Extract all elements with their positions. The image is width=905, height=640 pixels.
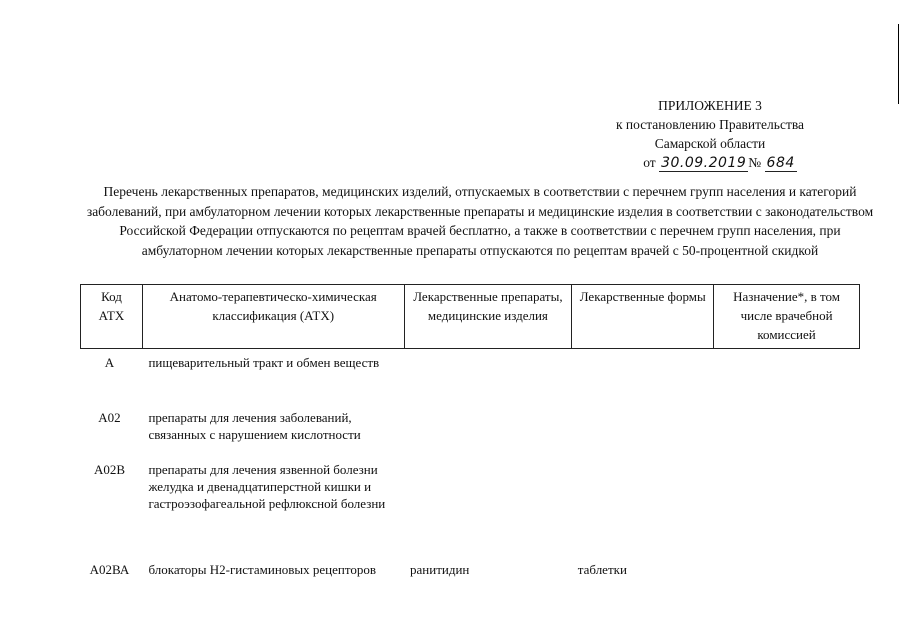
table-row bbox=[81, 445, 860, 543]
table-header-row bbox=[81, 285, 860, 349]
handwritten-number: 684 bbox=[766, 155, 795, 171]
row-form: таблетки bbox=[577, 561, 627, 577]
header-forms: Лекарственные формы bbox=[572, 285, 714, 349]
appendix-date-line bbox=[560, 153, 860, 173]
row-purpose bbox=[714, 543, 860, 578]
row-purpose bbox=[714, 349, 860, 395]
header-drugs: Лекарственные препараты, медицинские изделия bbox=[404, 285, 572, 349]
number-prefix: № bbox=[748, 155, 762, 170]
row-code: А02В bbox=[93, 461, 125, 477]
row-form bbox=[572, 445, 714, 543]
date-prefix: от bbox=[643, 155, 656, 170]
appendix-resolution: к постановлению Правительства bbox=[615, 117, 805, 132]
row-purpose bbox=[714, 445, 860, 543]
handwritten-date: 30.09.2019 bbox=[661, 155, 747, 171]
row-classification: препараты для лечения язвенной болезни желудка и двенадцатиперстной кишки и гастроэзофагеальной рефлюксной болезни bbox=[148, 461, 386, 511]
medication-table bbox=[80, 284, 860, 578]
row-drug bbox=[404, 349, 572, 395]
row-classification: блокаторы Н2-гистаминовых рецепторов bbox=[148, 561, 377, 577]
row-drug: ранитидин bbox=[410, 561, 470, 577]
row-form bbox=[572, 395, 714, 445]
row-purpose bbox=[714, 395, 860, 445]
header-purpose: Назначение*, в том числе врачебной комиссией bbox=[714, 285, 860, 349]
row-form bbox=[572, 349, 714, 395]
row-code: А02ВА bbox=[89, 561, 130, 577]
document-heading: Перечень лекарственных препаратов, медицинских изделий, отпускаемых в соответствии с перечнем групп населения и категорий заболеваний, при амбулаторном лечении которых лекарственные препараты и медицинские изделия в соответствии с законодательством Российской Федерации отпускаются по рецептам врачей бесплатно, а также в соответствии с перечнем групп населения, при амбулаторном лечении которых лекарственные препараты отпускаются по рецептам врачей с 50-процентной скидкой bbox=[86, 184, 874, 258]
row-code: А02 bbox=[98, 409, 121, 425]
page-edge-mark bbox=[898, 24, 899, 104]
appendix-block bbox=[560, 96, 860, 173]
row-classification: препараты для лечения заболеваний, связанных с нарушением кислотности bbox=[148, 409, 361, 442]
table-row bbox=[81, 349, 860, 395]
header-atc-classification: Анатомо-терапевтическо-химическая классификация (АТХ) bbox=[142, 285, 404, 349]
appendix-region: Самарской области bbox=[654, 136, 766, 151]
appendix-title: ПРИЛОЖЕНИЕ 3 bbox=[658, 98, 762, 113]
row-drug bbox=[404, 445, 572, 543]
header-atc-code: Код АТХ bbox=[81, 285, 143, 349]
row-classification: пищеварительный тракт и обмен веществ bbox=[148, 355, 380, 370]
row-code: А bbox=[104, 355, 115, 370]
table-row bbox=[81, 543, 860, 578]
table-row bbox=[81, 395, 860, 445]
row-drug bbox=[404, 395, 572, 445]
